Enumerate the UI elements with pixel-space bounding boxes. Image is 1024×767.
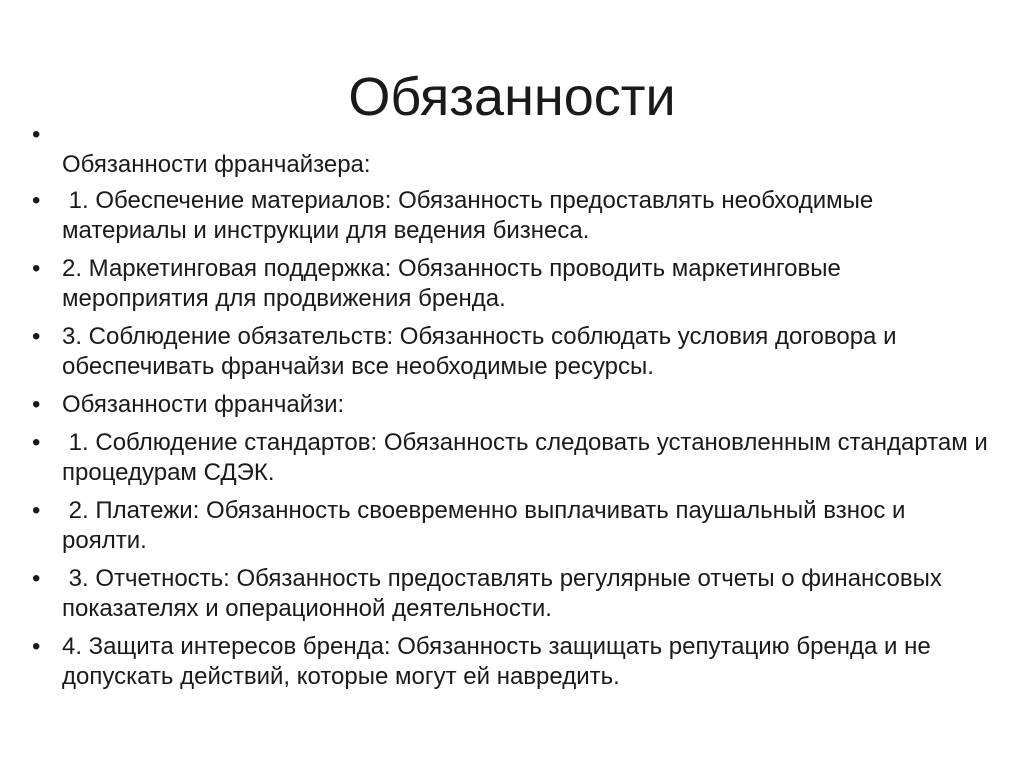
- bullet-icon: •: [32, 429, 41, 456]
- list-item-text: 1. Соблюдение стандартов: Обязанность следовать установленным стандартам и процедурам СДЭК.: [62, 429, 995, 486]
- list-item: [32, 254, 992, 314]
- list-item: [32, 322, 992, 382]
- list-item: [32, 632, 992, 692]
- list-item: [32, 120, 992, 186]
- list-item: [32, 564, 992, 624]
- bullet-icon: •: [32, 497, 41, 524]
- list-item-text: 1. Обеспечение материалов: Обязанность предоставлять необходимые материалы и инструкции для ведения бизнеса.: [62, 187, 880, 244]
- slide-title: Обязанности: [348, 67, 676, 127]
- list-item-text: 3. Отчетность: Обязанность предоставлять регулярные отчеты о финансовых показателях и операционной деятельности.: [62, 565, 949, 622]
- bullet-icon: •: [32, 187, 41, 214]
- list-item-text: 3. Соблюдение обязательств: Обязанность соблюдать условия договора и обеспечивать франчайзи все необходимые ресурсы.: [62, 323, 904, 380]
- list-item-text: Обязанности франчайзи:: [62, 391, 345, 418]
- list-item-text: 2. Маркетинговая поддержка: Обязанность проводить маркетинговые мероприятия для продвижения бренда.: [62, 255, 848, 312]
- bullet-icon: •: [32, 391, 41, 418]
- bullet-icon: •: [32, 633, 41, 660]
- list-item: [32, 390, 992, 420]
- bullet-icon: •: [32, 323, 41, 350]
- list-item: [32, 496, 992, 556]
- list-item: [32, 186, 992, 246]
- bullet-list: [32, 120, 995, 700]
- bullet-icon: •: [32, 255, 41, 282]
- bullet-icon: •: [32, 121, 41, 148]
- list-item: [32, 428, 995, 488]
- list-item-text: 2. Платежи: Обязанность своевременно выплачивать паушальный взнос и роялти.: [62, 497, 913, 554]
- list-item-text: 4. Защита интересов бренда: Обязанность защищать репутацию бренда и не допускать действий, которые могут ей навредить.: [62, 633, 938, 690]
- list-item-text: Обязанности франчайзера:: [62, 151, 371, 178]
- bullet-icon: •: [32, 565, 41, 592]
